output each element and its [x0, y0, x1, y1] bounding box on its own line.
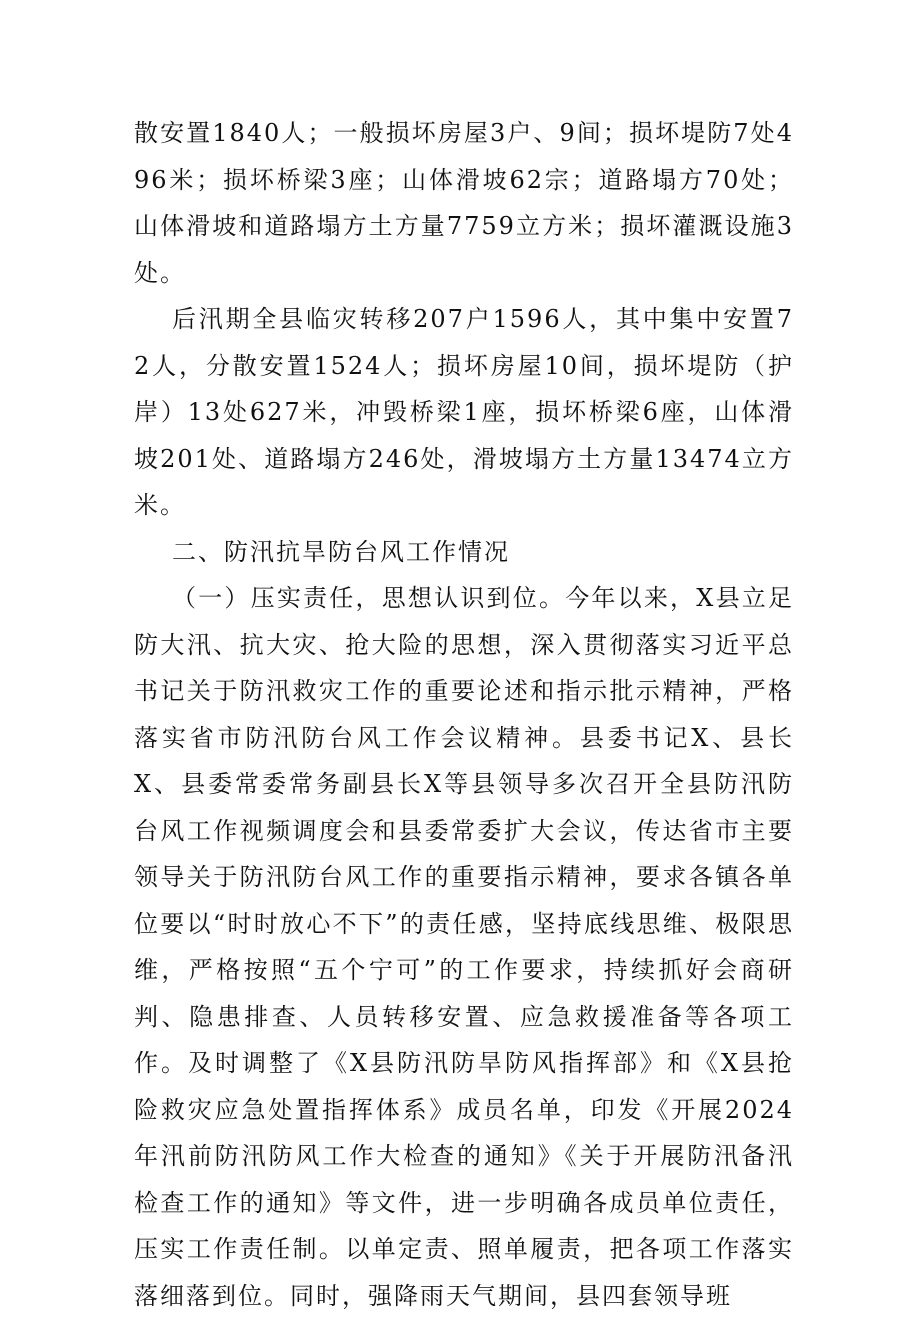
paragraph-damage-summary: 散安置1840人；一般损坏房屋3户、9间；损坏堤防7处496米；损坏桥梁3座；山体滑坡62宗；道路塌方70处；山体滑坡和道路塌方土方量7759立方米；损坏灌溉设施3处。 — [134, 119, 794, 287]
document-body — [134, 110, 794, 1319]
section-heading: 二、防汛抗旱防台风工作情况 — [172, 537, 510, 566]
paragraph-responsibility: （一）压实责任，思想认识到位。今年以来，X县立足防大汛、抗大灾、抢大险的思想，深入贯彻落实习近平总书记关于防汛救灾工作的重要论述和指示批示精神，严格落实省市防汛防台风工作会议精神。县委书记X、县长X、县委常委常务副县长X等县领导多次召开全县防汛防台风工作视频调度会和县委常委扩大会议，传达省市主要领导关于防汛防台风工作的重要指示精神，要求各镇各单位要以“时时放心不下”的责任感，坚持底线思维、极限思维，严格按照“五个宁可”的工作要求，持续抓好会商研判、隐患排查、人员转移安置、应急救援准备等各项工作。及时调整了《X县防汛防旱防风指挥部》和《X县抢险救灾应急处置指挥体系》成员名单，印发《开展2024年汛前防汛防风工作大检查的通知》《关于开展防汛备汛检查工作的通知》等文件，进一步明确各成员单位责任，压实工作责任制。以单定责、照单履责，把各项工作落实落细落到位。同时，强降雨天气期间，县四套领导班 — [134, 584, 794, 1310]
paragraph-late-flood-season: 后汛期全县临灾转移207户1596人，其中集中安置72人，分散安置1524人；损坏房屋10间，损坏堤防（护岸）13处627米，冲毁桥梁1座，损坏桥梁6座，山体滑坡201处、道路塌方246处，滑坡塌方土方量13474立方米。 — [134, 305, 794, 519]
